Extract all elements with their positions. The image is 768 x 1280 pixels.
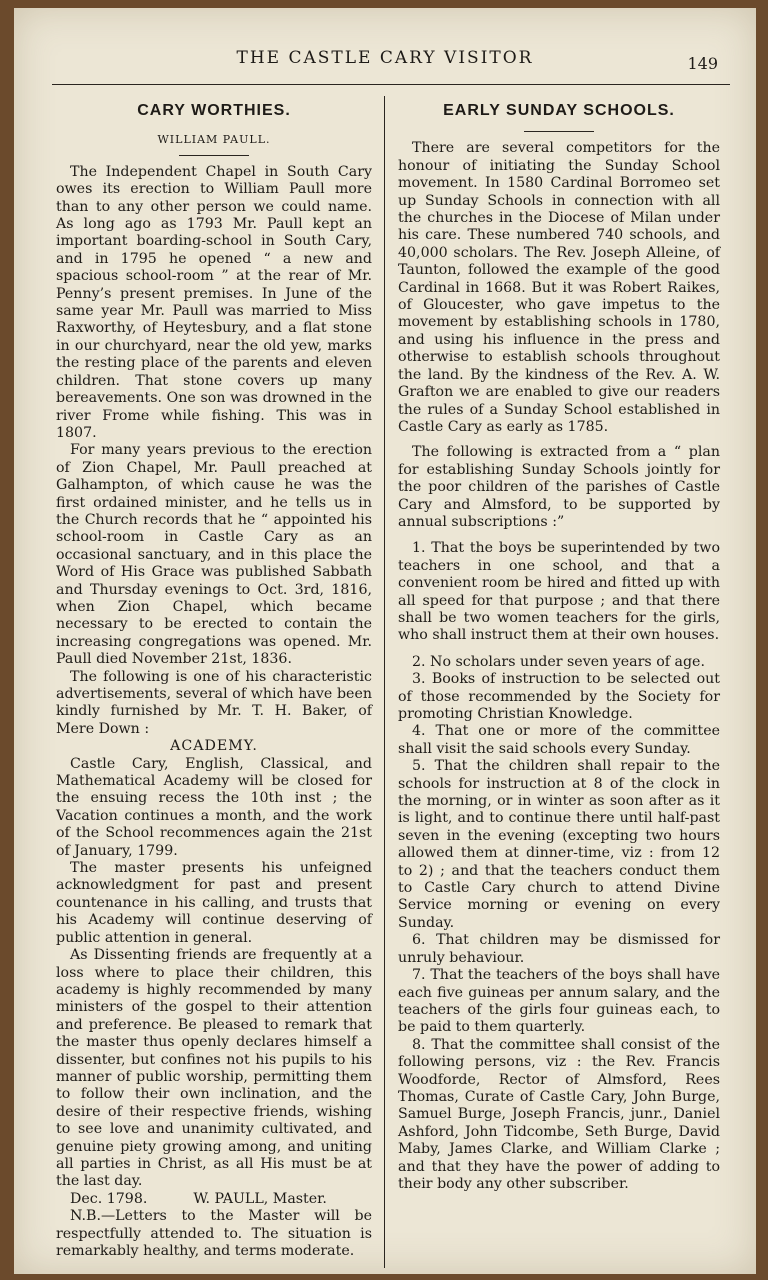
paragraph: The following is extracted from a “ plan for establishing Sunday Schools jointly for the poor children of the parishes of Castle Cary and Almsford, to be supported by annual subscriptions :”	[398, 444, 720, 530]
left-column	[56, 96, 372, 1260]
paragraph: There are several competitors for the honour of initiating the Sunday School movement. In 1580 Cardinal Borromeo set up Sunday Schools in connection with all the churches in the Diocese of Milan under his care. These numbered 740 schools, and 40,000 scholars. The Rev. Joseph Alleine, of Taunton, followed the example of the good Cardinal in 1668. But it was Robert Raikes, of Gloucester, who gave impetus to the movement by establishing schools in 1780, and using his influence in the press and otherwise to establish schools throughout the land. By the kindness of the Rev. A. W. Grafton we are enabled to give our readers the rules of a Sunday School established in Castle Cary as early as 1785.	[398, 140, 720, 435]
paragraph: As Dissenting friends are frequently at a loss where to place their children, this academy is highly recommended by many ministers of the gospel to their attention and preference. Be pleased to remark that the master thus openly declares himself a dissenter, but confines not his pupils to his manner of public worship, permitting them to follow their own inclination, and the desire of their respective friends, wishing to see love and unanimity cultivated, and genuine piety growing among, and uniting all parties in Christ, as all His must be at the last day.	[56, 947, 372, 1190]
article-heading-early-sunday-schools: EARLY SUNDAY SCHOOLS.	[443, 102, 675, 119]
signature: W. PAULL, Master.	[193, 1190, 327, 1207]
short-rule	[179, 155, 249, 156]
rule-item: 4. That one or more of the committee shall visit the said schools every Sunday.	[398, 723, 720, 757]
rule-item: 5. That the children shall repair to the schools for instruction at 8 of the clock in the morning, or in winter as soon after as it is light, and to continue there until half-past seven in the evening (excepting two hours allowed them at dinner-time, viz : from 12 to 2) ; and that the teachers conduct them to Castle Cary church to attend Divine Service morning or evening on every Sunday.	[398, 758, 720, 931]
rule-item: 7. That the teachers of the boys shall have each five guineas per annum salary, and the teachers of the girls four guineas each, to be paid to them quarterly.	[398, 967, 720, 1036]
paragraph: The following is one of his characteristic advertisements, several of which have been kindly furnished by Mr. T. H. Baker, of Mere Down :	[56, 668, 372, 737]
running-title: THE CASTLE CARY VISITOR	[236, 48, 534, 68]
rule-item: 1. That the boys be superintended by two teachers in one school, and that a convenient room be hired and fitted up with all speed for that purpose ; and that there shall be two women teachers for the girls, who shall instruct them at their own houses.	[398, 540, 720, 644]
paragraph: For many years previous to the erection of Zion Chapel, Mr. Paull preached at Galhampton, of which cause he was the first ordained minister, and he tells us in the Church records that he “ appointed his school-room in Castle Cary as an occasional sanctuary, and in this place the Word of His Grace was published Sabbath and Thursday evenings to Oct. 3rd, 1816, when Zion Chapel, which became necessary to be erected to contain the increasing congregations was opened. Mr. Paull died November 21st, 1836.	[56, 442, 372, 668]
advertisement-heading: ACADEMY.	[170, 738, 258, 755]
rule-item: 3. Books of instruction to be selected out of those recommended by the Society for promoting Christian Knowledge.	[398, 671, 720, 722]
rule-item: 2. No scholars under seven years of age.	[412, 653, 705, 670]
running-header	[14, 48, 756, 74]
rule-item: 8. That the committee shall consist of the following persons, viz : the Rev. Francis Woodforde, Rector of Almsford, Rees Thomas, Curate of Castle Cary, John Burge, Samuel Burge, Joseph Francis, junr., Daniel Ashford, John Tidcombe, Seth Burge, David Maby, James Clarke, and William Clarke ; and that they have the power of adding to their body any other subscriber.	[398, 1036, 720, 1192]
column-divider	[384, 96, 385, 1268]
page-number: 149	[687, 54, 718, 73]
article-heading-cary-worthies: CARY WORTHIES.	[137, 102, 291, 119]
rule-item: 6. That children may be dismissed for unruly behaviour.	[398, 932, 720, 966]
paragraph: N.B.—Letters to the Master will be respectfully attended to. The situation is remarkably healthy, and terms moderate.	[56, 1208, 372, 1259]
paragraph: Castle Cary, English, Classical, and Mathematical Academy will be closed for the ensuing recess the 10th inst ; the Vacation continues a month, and the work of the School recommences again the 21st of January, 1799.	[56, 755, 372, 859]
paragraph: The master presents his unfeigned acknowledgment for past and present countenance in his calling, and trusts that his Academy will continue deserving of public attention in general.	[56, 860, 372, 946]
page	[14, 8, 756, 1274]
article-subheading: WILLIAM PAULL.	[157, 133, 271, 147]
header-rule	[52, 84, 730, 85]
right-column	[398, 96, 720, 1193]
paragraph: The Independent Chapel in South Cary owes its erection to William Paull more than to any other person we could name. As long ago as 1793 Mr. Paull kept an important boarding-school in South Cary, and in 1795 he opened “ a new and spacious school-room ” at the rear of Mr. Penny’s present premises. In June of the same year Mr. Paull was married to Miss Raxworthy, of Heytesbury, and a flat stone in our churchyard, near the old yew, marks the resting place of the parents and eleven children. That stone covers up many bereavements. One son was drowned in the river Frome while fishing. This was in 1807.	[56, 163, 372, 441]
signature-line	[56, 1191, 372, 1208]
short-rule	[524, 131, 594, 132]
date: Dec. 1798.	[70, 1190, 148, 1207]
